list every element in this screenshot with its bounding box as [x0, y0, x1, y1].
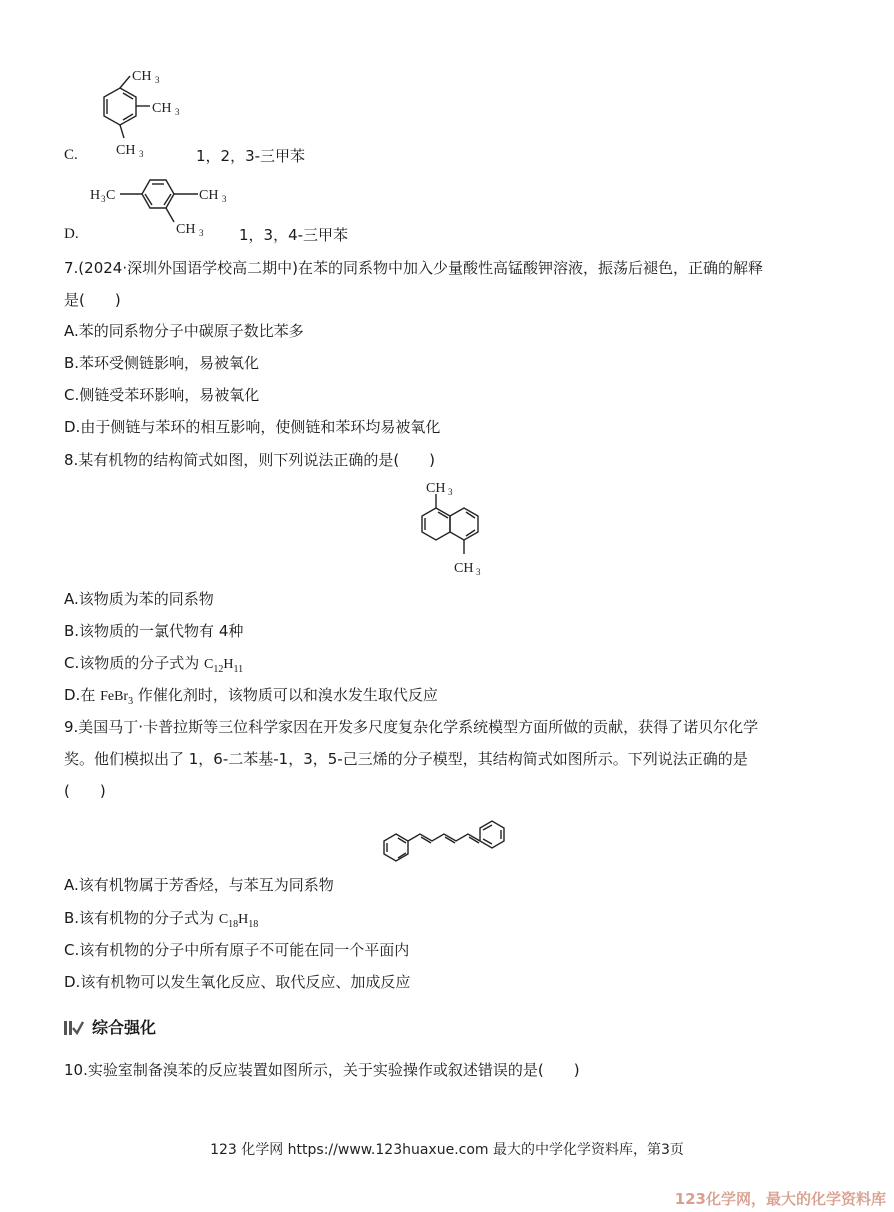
q9-option-c: C.该有机物的分子中所有原子不可能在同一个平面内: [64, 941, 410, 959]
svg-text:C: C: [106, 188, 116, 203]
svg-text:3: 3: [139, 149, 144, 159]
q7-option-b: B.苯环受侧链影响，易被氧化: [64, 354, 260, 372]
checklist-icon: [64, 1019, 84, 1037]
svg-text:CH: CH: [426, 481, 446, 496]
svg-text:CH: CH: [199, 188, 219, 203]
q7-option-d: D.由于侧链与苯环的相互影响，使侧链和苯环均易被氧化: [64, 418, 441, 436]
q9-option-a: A.该有机物属于芳香烃，与苯互为同系物: [64, 876, 334, 894]
trimethylbenzene-134-structure: [88, 172, 238, 240]
section-title: 综合强化: [92, 1018, 157, 1037]
q7-option-c: C.侧链受苯环影响，易被氧化: [64, 386, 260, 404]
q9-option-b: B.该有机物的分子式为 $C_{18}H_{18}$: [64, 909, 259, 930]
formula-febr3: FeBr$_3$: [100, 689, 134, 707]
formula-c18h18: $C_{18}H_{18}$: [218, 912, 259, 930]
svg-text:3: 3: [101, 194, 106, 204]
option-d-label: D.: [64, 226, 79, 242]
q8-option-c: C.该物质的分子式为 $C_{12}H_{11}$: [64, 654, 244, 675]
svg-text:3: 3: [476, 567, 481, 577]
q7-stem-line2: 是( ): [64, 291, 121, 309]
q8-option-a: A.该物质为苯的同系物: [64, 590, 214, 608]
q8-stem: 8.某有机物的结构简式如图，则下列说法正确的是( ): [64, 451, 436, 469]
svg-text:CH: CH: [454, 561, 474, 576]
svg-text:3: 3: [448, 487, 453, 497]
q9-stem-line1: 9.美国马丁·卡普拉斯等三位科学家因在开发多尺度复杂化学系统模型方面所做的贡献，获得了诺贝尔化学: [64, 718, 759, 736]
option-c-name: 1，2，3-三甲苯: [196, 147, 306, 165]
svg-text:CH: CH: [176, 222, 196, 237]
page-footer: 123 化学网 https://www.123huaxue.com 最大的中学化学资料库，第3页: [210, 1142, 684, 1158]
svg-text:3: 3: [222, 194, 227, 204]
svg-text:3: 3: [155, 75, 160, 85]
q9-stem-line2: 奖。他们模拟出了 1，6-二苯基-1，3，5-己三烯的分子模型，其结构简式如图所示。下列说法正确的是: [64, 750, 748, 768]
svg-text:3: 3: [199, 228, 204, 238]
svg-text:CH: CH: [116, 143, 136, 158]
q8-option-b: B.该物质的一氯代物有 4种: [64, 622, 244, 640]
q10-stem: 10.实验室制备溴苯的反应装置如图所示，关于实验操作或叙述错误的是( ): [64, 1061, 580, 1079]
ch3-label: CH: [132, 69, 152, 84]
q9-option-d: D.该有机物可以发生氧化反应、取代反应、加成反应: [64, 973, 411, 991]
q8-option-d: D.在 FeBr$_3$ 作催化剂时，该物质可以和溴水发生取代反应: [64, 686, 438, 707]
option-c-label: C.: [64, 147, 78, 163]
q9-stem-line3: ( ): [64, 782, 106, 800]
option-d-name: 1，3，4-三甲苯: [239, 226, 349, 244]
dimethylnaphthalene-structure: [400, 478, 490, 578]
q7-stem-line1: 7.(2024·深圳外国语学校高二期中)在苯的同系物中加入少量酸性高锰酸钾溶液，振荡后褪色，正确的解释: [64, 259, 763, 277]
q7-option-a: A.苯的同系物分子中碳原子数比苯多: [64, 322, 304, 340]
svg-text:H: H: [90, 188, 101, 203]
diphenylhexatriene-structure: [378, 808, 518, 864]
svg-text:CH: CH: [152, 101, 172, 116]
trimethylbenzene-123-structure: [80, 62, 190, 162]
watermark: 123化学网，最大的化学资料库: [674, 1190, 886, 1208]
svg-text:3: 3: [175, 107, 180, 117]
formula-c12h11: $C_{12}H_{11}$: [204, 657, 244, 675]
